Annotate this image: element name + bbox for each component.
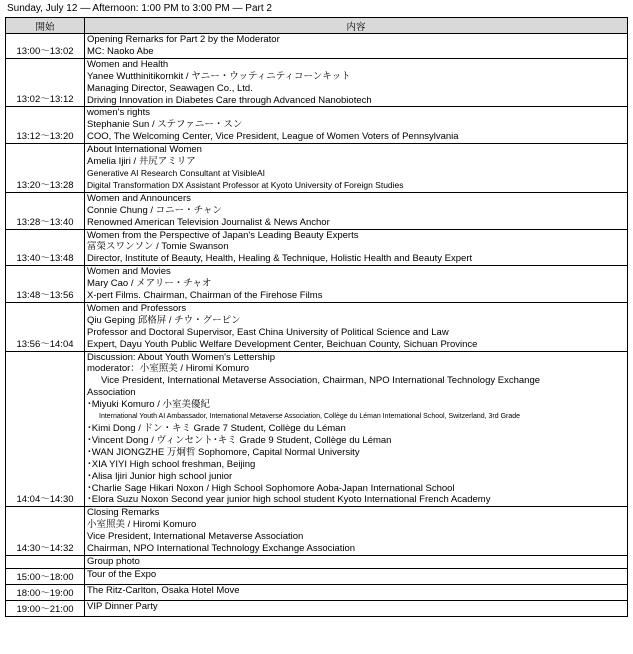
content-line: Chairman, NPO International Technology Exchange Association (87, 543, 356, 555)
content-line: Opening Remarks for Part 2 by the Moderator (87, 34, 280, 45)
content-line: Connie Chung / コニー・チャン (87, 204, 222, 216)
content-cell (85, 229, 628, 266)
time-cell: 19:00～21:00 (6, 600, 85, 616)
content-line: ･Vincent Dong / ヴィンセント･キミ Grade 9 Student, Collège du Léman (87, 434, 392, 446)
content-line: Generative AI Research Consultant at VisibleAI (87, 167, 265, 178)
content-line: Renowned American Television Journalist & News Anchor (87, 216, 330, 228)
content-line: Director, Institute of Beauty, Health, Healing & Technique, Holistic Health and Beauty Expert (87, 253, 473, 265)
content-line: Discussion: About Youth Women's Lettership (87, 351, 276, 363)
content-line: Driving Innovation in Diabetes Care through Advanced Nanobiotech (87, 94, 372, 106)
content-cell (85, 600, 628, 616)
time-cell: 13:40～13:48 (6, 229, 85, 266)
content-column-header: 内容 (85, 18, 628, 34)
table-row (6, 58, 628, 107)
table-row (6, 107, 628, 144)
table-row (6, 584, 628, 600)
content-line: Yanee Wutthinitikornkit / ヤニー・ウッティニティコーンキット (87, 70, 351, 82)
table-row (6, 600, 628, 616)
table-row (6, 144, 628, 193)
content-line: Women from the Perspective of Japan's Leading Beauty Experts (87, 229, 359, 241)
content-cell (85, 144, 628, 193)
table-row (6, 266, 628, 303)
table-row (6, 192, 628, 229)
content-line: Closing Remarks (87, 507, 160, 519)
content-line: Expert, Dayu Youth Public Welfare Development Center, Beichuan County, Sichuan Province (87, 338, 478, 350)
schedule-caption: Sunday, July 12 — Afternoon: 1:00 PM to 3:00 PM — Part 2 (7, 3, 272, 14)
time-cell: 13:48～13:56 (6, 266, 85, 303)
content-cell (85, 555, 628, 568)
table-row (6, 351, 628, 507)
time-cell: 18:00～19:00 (6, 584, 85, 600)
content-line: ･WAN JIONGZHE 万炯哲 Sophomore, Capital Normal University (87, 446, 360, 458)
time-cell: 15:00～18:00 (6, 568, 85, 584)
table-row (6, 507, 628, 556)
time-column-header: 開始 (6, 18, 85, 34)
content-line: women's rights (87, 107, 151, 119)
content-cell (85, 266, 628, 303)
content-line: ･Miyuki Komuro / 小室美優紀 (87, 399, 210, 411)
content-line: Qiu Geping 邱格屏 / チウ・グーピン (87, 314, 241, 326)
content-line: ･Kimi Dong / ドン・キミ Grade 7 Student, Collège du Léman (87, 423, 346, 434)
schedule-rows (6, 34, 628, 617)
content-line: Vice President, International Metaverse Association (87, 531, 304, 543)
content-line: ･Alisa Ijiri Junior high school junior (87, 470, 233, 482)
time-cell: 13:56～14:04 (6, 302, 85, 351)
content-cell (85, 58, 628, 107)
content-line: Managing Director, Seawagen Co., Ltd. (87, 82, 253, 94)
time-cell: 13:12～13:20 (6, 107, 85, 144)
content-cell (85, 351, 628, 507)
table-row (6, 555, 628, 568)
content-cell (85, 107, 628, 144)
content-cell (85, 34, 628, 59)
table-row (6, 302, 628, 351)
content-line: Women and Health (87, 58, 169, 70)
content-line: moderator：小室照美 / Hiromi Komuro (87, 363, 250, 375)
content-line: Group photo (87, 555, 140, 567)
content-line: ･XIA YIYI High school freshman, Beijing (87, 458, 256, 470)
content-line: Amelia Ijiri / 井尻アミリア (87, 156, 196, 168)
time-cell: 13:00～13:02 (6, 34, 85, 59)
content-line: X-pert Films. Chairman, Chairman of the Firehose Films (87, 290, 323, 302)
time-cell: 14:04～14:30 (6, 351, 85, 507)
content-line: Women and Announcers (87, 192, 191, 204)
content-line: Mary Cao / メアリー・チャオ (87, 278, 212, 290)
content-line: The Ritz-Carlton, Osaka Hotel Move (87, 584, 240, 596)
content-line: Association (87, 387, 136, 399)
content-line: 小室照美 / Hiromi Komuro (87, 519, 197, 531)
content-line: ･Elora Suzu Noxon Second year junior high school student Kyoto International French Academy (87, 494, 491, 506)
content-line: Women and Professors (87, 302, 187, 314)
content-line: COO, The Welcoming Center, Vice President, League of Women Voters of Pennsylvania (87, 131, 459, 143)
content-line: International Youth AI Ambassador, International Metaverse Association, Collège du Léman International School, Switzerland, 3rd Grade (99, 413, 521, 421)
content-line: Women and Movies (87, 266, 171, 278)
content-line: Digital Transformation DX Assistant Professor at Kyoto University of Foreign Studies (87, 179, 404, 190)
table-header-row (6, 18, 628, 34)
time-cell: 14:30～14:32 (6, 507, 85, 556)
content-line: MC: Naoko Abe (87, 45, 154, 57)
content-line: Vice President, International Metaverse Association, Chairman, NPO International Technology Exchange (101, 375, 541, 387)
time-cell: 13:28～13:40 (6, 192, 85, 229)
content-line: Tour of the Expo (87, 568, 157, 580)
content-line: About International Women (87, 144, 202, 156)
content-line: VIP Dinner Party (87, 600, 158, 612)
table-row (6, 229, 628, 266)
time-cell (6, 555, 85, 568)
content-line: Professor and Doctoral Supervisor, East China University of Political Science and Law (87, 326, 449, 338)
table-row (6, 568, 628, 584)
content-cell (85, 507, 628, 556)
content-line: ･Charlie Sage Hikari Noxon / High School Sophomore Aoba-Japan International School (87, 482, 455, 494)
content-cell (85, 584, 628, 600)
content-cell (85, 192, 628, 229)
content-cell (85, 302, 628, 351)
time-cell: 13:20～13:28 (6, 144, 85, 193)
content-line: Stephanie Sun / ステファニー・スン (87, 119, 243, 131)
content-cell (85, 568, 628, 584)
time-cell: 13:02～13:12 (6, 58, 85, 107)
content-line: 富榮スワンソン / Tomie Swanson (87, 241, 229, 253)
schedule-table (5, 17, 628, 617)
table-row (6, 34, 628, 59)
